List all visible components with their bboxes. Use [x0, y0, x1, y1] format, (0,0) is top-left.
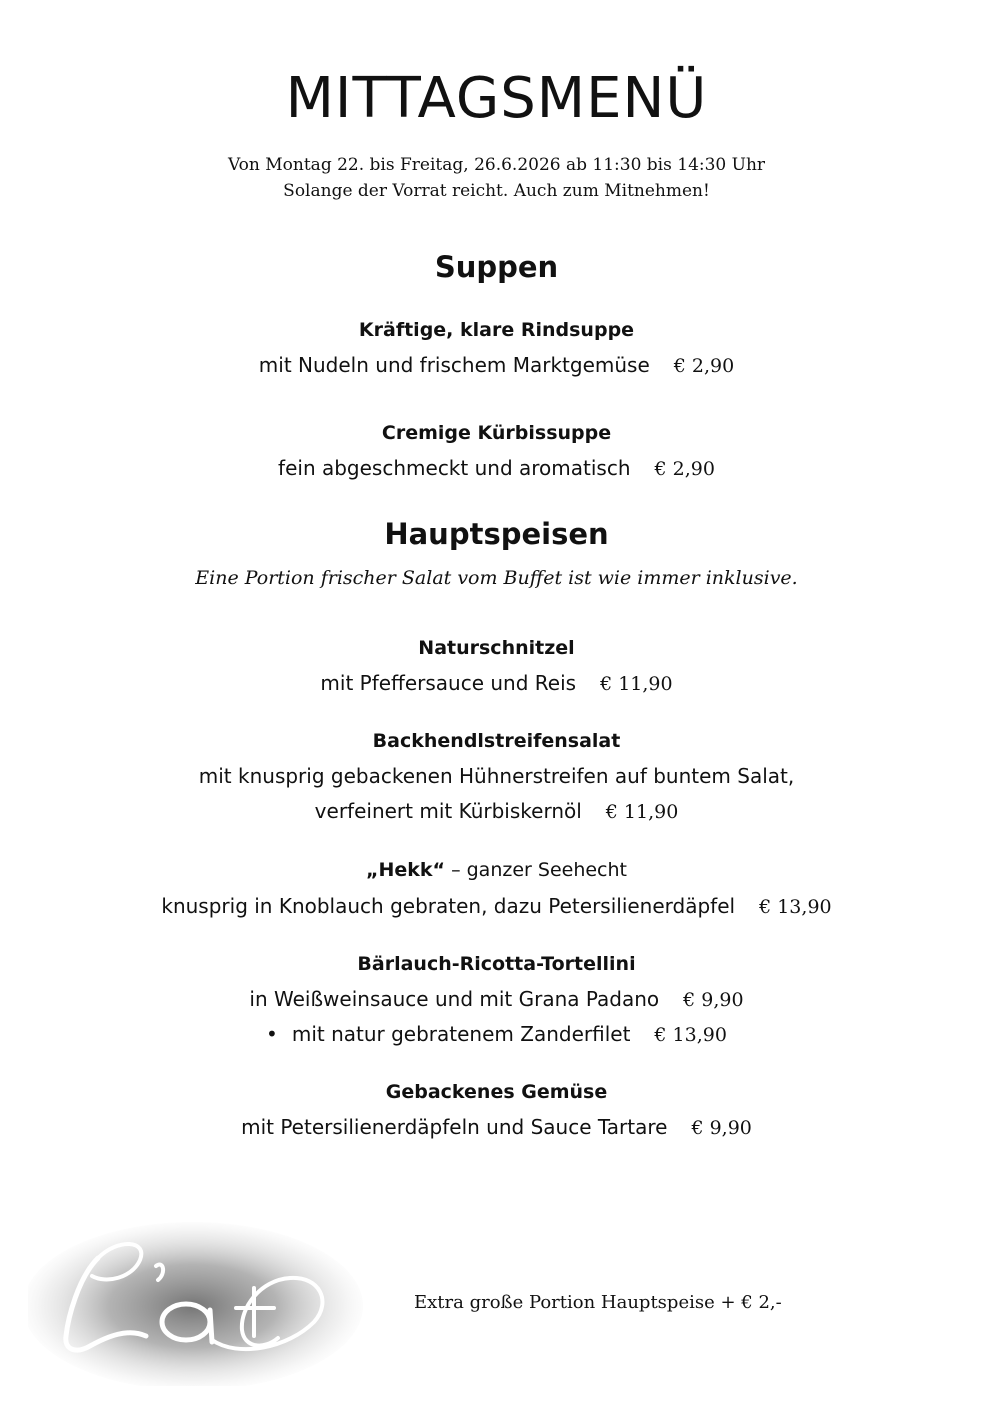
dish-price: € 9,90 — [691, 1117, 752, 1139]
dish-price: € 2,90 — [673, 355, 735, 377]
extra-portion-note: Extra große Portion Hauptspeise + € 2,- — [414, 1292, 782, 1313]
mains-note: Eine Portion frischer Salat vom Buffet ist wie immer inklusive. — [195, 567, 798, 589]
dish-price: € 11,90 — [605, 801, 679, 823]
dish-price: € 13,90 — [759, 896, 832, 918]
dish-name-line — [0, 857, 993, 883]
dish-price: € 9,90 — [683, 989, 744, 1011]
dish-description: fein abgeschmeckt und aromatisch — [278, 456, 631, 480]
dish-description-line — [0, 985, 993, 1014]
dish-description-line — [0, 351, 993, 380]
dish-option-line — [0, 1020, 993, 1049]
dish-description-line — [0, 454, 993, 483]
dish-name: Cremige Kürbissuppe — [381, 422, 612, 444]
soups-heading: Suppen — [434, 250, 559, 284]
dish-description: knusprig in Knoblauch gebraten, dazu Petersilienerdäpfel — [161, 894, 736, 918]
dish-option: mit natur gebratenem Zanderfilet — [291, 1022, 631, 1046]
dish-price: € 11,90 — [600, 673, 673, 695]
dish-description-line — [0, 669, 993, 698]
bullet-icon: • — [266, 1022, 278, 1046]
dish-description: mit knusprig gebackenen Hühnerstreifen auf buntem Salat, — [198, 764, 795, 788]
dish-name: Naturschnitzel — [418, 637, 575, 659]
dish-description: mit Petersilienerdäpfeln und Sauce Tartare — [241, 1115, 668, 1139]
dish-price: € 2,90 — [654, 458, 715, 480]
dish-description: in Weißweinsauce und mit Grana Padano — [249, 987, 660, 1011]
mains-heading: Hauptspeisen — [384, 517, 609, 551]
dish-name: Gebackenes Gemüse — [385, 1081, 608, 1103]
dish-description: mit Nudeln und frischem Marktgemüse — [258, 353, 650, 377]
dish-name: Bärlauch-Ricotta-Tortellini — [357, 953, 636, 975]
dish-option-price: € 13,90 — [654, 1024, 727, 1046]
dish-description-line — [0, 1113, 993, 1142]
dish-name: Kräftige, klare Rindsuppe — [358, 319, 635, 341]
page-title: MITTAGSMENÜ — [285, 66, 708, 131]
dish-description-line — [0, 797, 993, 826]
dish-name-suffix: – ganzer Seehecht — [445, 859, 627, 881]
dish-name: Backhendlstreifensalat — [372, 730, 621, 752]
date-line: Von Montag 22. bis Freitag, 26.6.2026 ab 11:30 bis 14:30 Uhr — [227, 155, 766, 175]
dish-description: verfeinert mit Kürbiskernöl — [314, 799, 582, 823]
notice-line: Solange der Vorrat reicht. Auch zum Mitnehmen! — [283, 181, 710, 201]
dish-description-line — [0, 892, 993, 921]
dish-name: „Hekk“ — [366, 859, 446, 881]
dish-description: mit Pfeffersauce und Reis — [320, 671, 577, 695]
